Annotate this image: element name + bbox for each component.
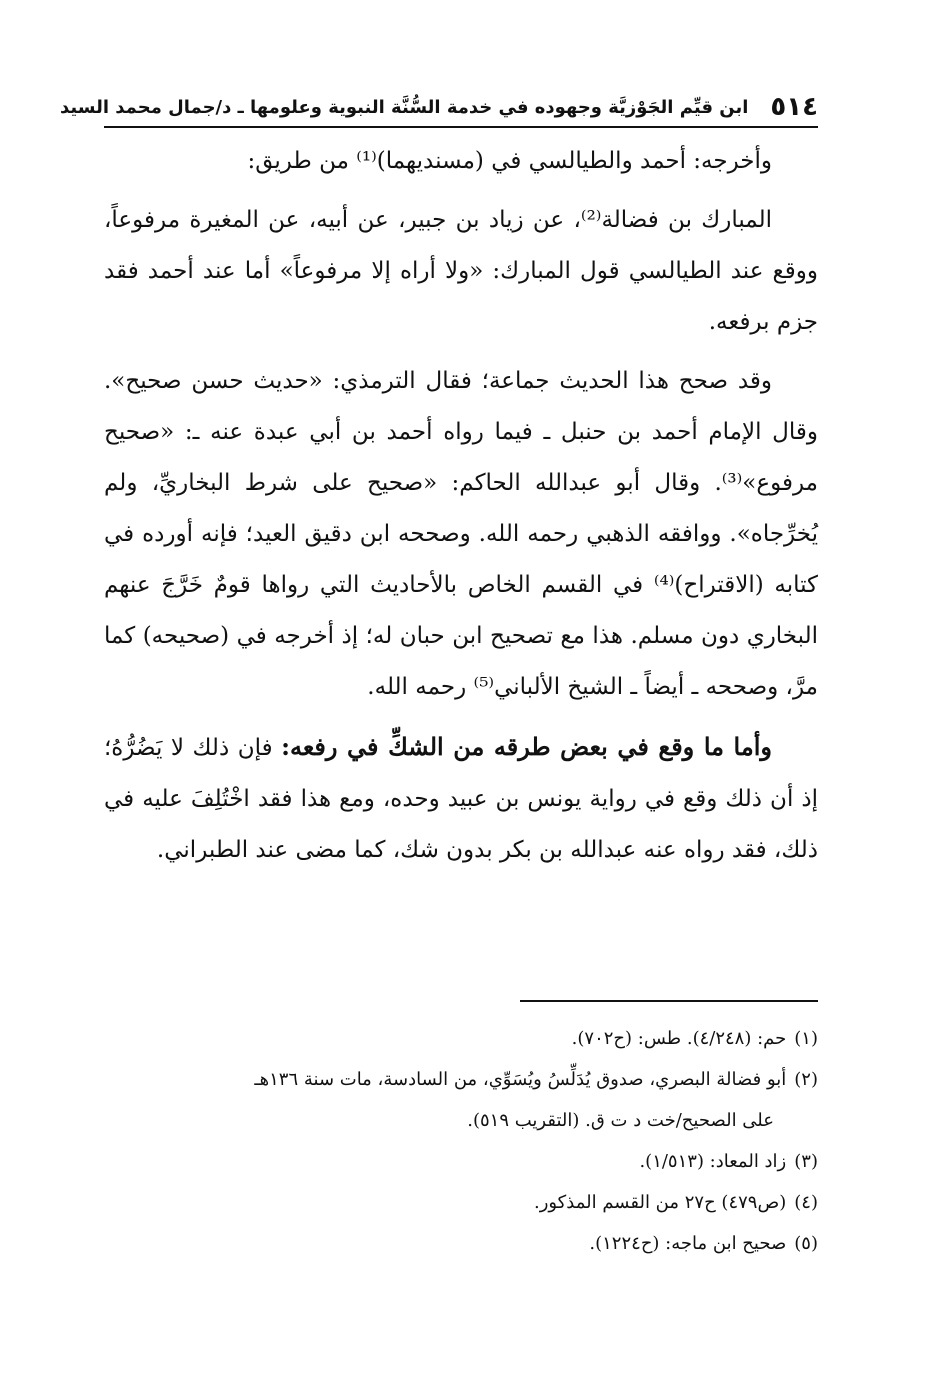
footnotes [104,1018,818,1264]
footnote-4 [104,1182,818,1223]
footnote-3 [104,1141,818,1182]
paragraph-3: وقد صحح هذا الحديث جماعة؛ فقال الترمذي: «حديث حسن صحيح». وقال الإمام أحمد بن حنبل ـ فيما رواه أحمد بن أبي عبدة عنه ـ: «صحيح مرفوع»⁽³⁾. وقال أبو عبدالله الحاكم: «صحيح على شرط البخاريِّ، ولم يُخرِّجاه». ووافقه الذهبي رحمه الله. وصححه ابن دقيق العيد؛ فإنه أورده في كتابه (الاقتراح)⁽⁴⁾ في القسم الخاص بالأحاديث التي رواها قومٌ خَرَّجَ عنهم البخاري دون مسلم. هذا مع تصحيح ابن حبان له؛ إذ أخرجه في (صحيحه) كما مرَّ، وصححه ـ أيضاً ـ الشيخ الألباني⁽⁵⁾ رحمه الله. [104,368,818,700]
footnote-2-continuation: على الصحيح/خت د ت ق. (التقريب ٥١٩). [467,1110,774,1131]
paragraph-4 [104,721,818,876]
paragraph-1: وأخرجه: أحمد والطيالسي في (مسنديهما)⁽¹⁾ من طريق: [247,148,772,174]
footnote-text: زاد المعاد: (١/٥١٣). [639,1151,787,1172]
footnote-number: (٢) [794,1069,818,1090]
footnote-number: (٣) [794,1151,818,1172]
main-text [104,136,818,876]
paragraph-4-lead: وأما ما وقع في بعض طرقه من الشكِّ في رفعه: [281,732,772,761]
footnote-number: (٥) [794,1233,818,1254]
footnote-1 [104,1018,818,1059]
footnote-number: (١) [794,1028,818,1049]
paragraph-2: المبارك بن فضالة⁽²⁾، عن زياد بن جبير، عن أبيه، عن المغيرة مرفوعاً، ووقع عند الطيالسي قول المبارك: «ولا أراه إلا مرفوعاً» أما عند أحمد فقد جزم برفعه. [104,207,818,335]
footnote-divider [520,1000,818,1002]
footnote-text: أبو فضالة البصري، صدوق يُدَلِّسُ ويُسَوِّي، من السادسة، مات سنة ١٣٦هـ [254,1069,787,1090]
running-title: ابن قيِّم الجَوْزيَّة وجهوده في خدمة السُّنَّة النبوية وعلومها ـ د/جمال محمد السيد [60,96,749,118]
page-header [60,88,818,128]
footnote-text: حم: (٤/٢٤٨). طس: (ح٧٠٢). [571,1028,787,1049]
page-number: ٥١٤ [770,92,818,122]
footnote-2 [104,1059,818,1100]
paragraph-4-rest: فإن ذلك لا يَضُرُّهُ؛ إذ أن ذلك وقع في رواية يونس بن عبيد وحده، ومع هذا فقد اخْتُلِفَ عليه في ذلك، فقد رواه عنه عبدالله بن بكر بدون شك، كما مضى عند الطبراني. [104,735,818,863]
footnote-number: (٤) [794,1192,818,1213]
footnote-text: صحيح ابن ماجه: (ح١٢٢٤). [589,1233,787,1254]
footnote-text: (ص٤٧٩) ح٢٧ من القسم المذكور. [533,1192,787,1213]
footnote-5 [104,1223,818,1264]
